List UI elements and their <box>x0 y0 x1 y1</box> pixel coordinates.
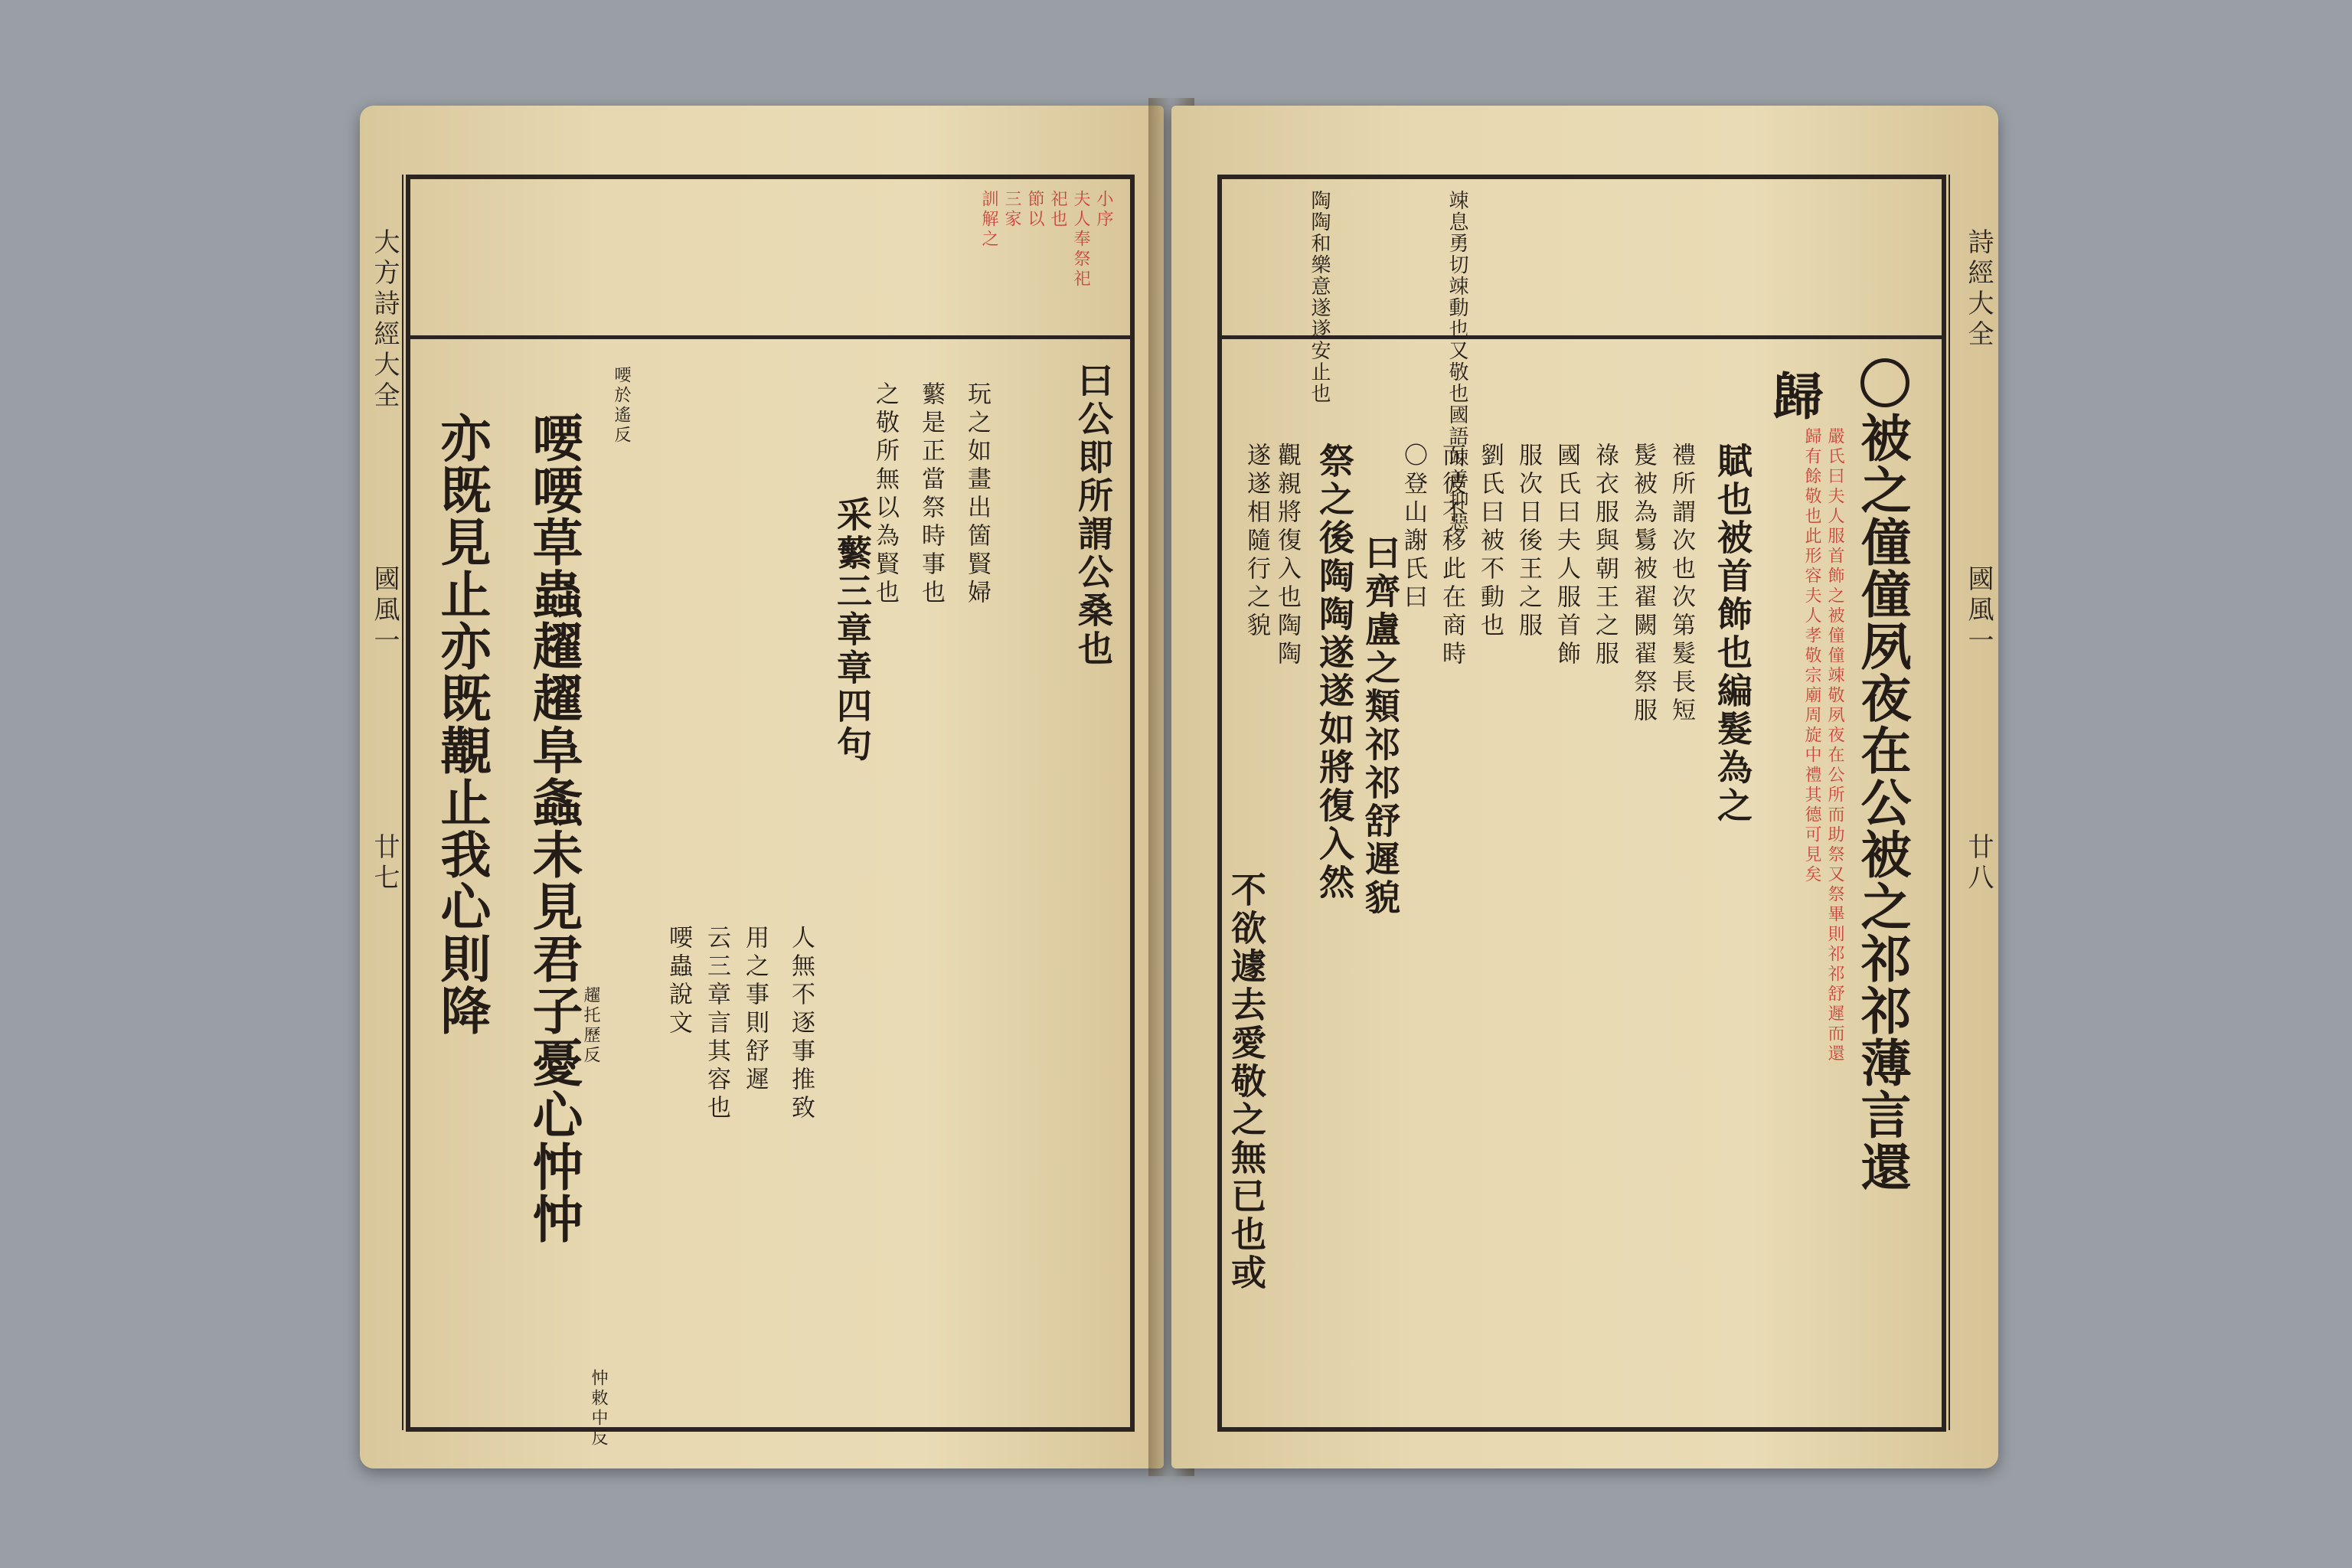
right-commentary-14: 不欲遽去愛敬之無已也或 <box>1226 871 1267 1292</box>
right-commentary-4: 祿衣服與朝王之服 <box>1591 443 1619 669</box>
right-commentary-8: 而彼不移此在商時 <box>1438 443 1465 669</box>
left-small-note-1: 喓於遙反 <box>612 366 631 446</box>
left-commentary-1: 曰公即所謂公桑也 <box>1073 362 1114 668</box>
left-main-verse-2: 亦既見止亦既覯止我心則降 <box>432 412 492 1037</box>
left-commentary-4: 蘩是正當祭時事也 <box>917 381 945 608</box>
right-commentary-10: 曰齊盧之類祁祁舒遲貌 <box>1360 534 1401 917</box>
right-header-note-2: 陶陶和樂意遂遂安止也 <box>1308 190 1331 404</box>
left-header-note-3: 祀也 <box>1048 190 1067 230</box>
left-commentary-2: 采蘩三章章四句 <box>831 496 873 764</box>
verse-start-circle <box>1860 358 1909 407</box>
left-margin-title: 大方詩經大全 <box>369 228 400 412</box>
right-commentary-12: 觀親將復入也陶陶 <box>1273 443 1301 669</box>
right-commentary-3: 髲被為鬄被翟闕翟祭服 <box>1629 443 1657 726</box>
left-header-note-4: 節以 <box>1025 190 1044 230</box>
right-margin-folio: 廿八 <box>1963 833 1994 894</box>
left-commentary-9: 喓蟲說文 <box>665 925 692 1038</box>
right-commentary-9: 〇登山謝氏曰 <box>1400 443 1427 612</box>
left-header-note-2: 夫人奉祭祀 <box>1071 190 1090 289</box>
left-main-verse-1: 喓喓草蟲趯趯阜螽未見君子憂心忡忡 <box>524 412 583 1245</box>
right-commentary-11: 祭之後陶陶遂遂如將復入然 <box>1314 443 1355 902</box>
left-commentary-8: 云三章言其容也 <box>703 925 730 1123</box>
left-commentary-3: 之敬所無以為賢也 <box>871 381 899 608</box>
left-commentary-5: 玩之如畫出箇賢婦 <box>963 381 991 608</box>
right-commentary-7: 劉氏曰被不動也 <box>1476 443 1504 641</box>
left-small-note-3: 忡敕中反 <box>589 1369 608 1449</box>
left-margin-section: 國風一 <box>369 565 400 657</box>
right-commentary-1: 賦也被首飾也編髮為之 <box>1712 443 1753 825</box>
open-book <box>360 90 2006 1484</box>
right-commentary-2: 禮所謂次也次第髮長短 <box>1668 443 1695 726</box>
right-commentary-6: 服次日後王之服 <box>1514 443 1542 641</box>
left-header-note-5: 三家 <box>1002 190 1021 230</box>
left-margin-folio: 廿七 <box>369 833 400 894</box>
left-header-note-1: 小序 <box>1094 190 1113 230</box>
right-red-note-2: 歸有餘敬也此形容夫人孝敬宗廟周旋中禮其德可見矣 <box>1802 427 1821 885</box>
left-header-note-6: 訓解之 <box>979 190 998 250</box>
right-margin-rule <box>1949 175 1950 1430</box>
right-header-note-1: 竦息勇切竦動也又敬也國語竦善抑惡 <box>1446 190 1468 533</box>
left-small-note-2: 趯托歷反 <box>581 986 600 1066</box>
right-red-note-1: 嚴氏曰夫人服首飾之被僮僮竦敬夙夜在公所而助祭又祭畢則祁祁舒遲而還 <box>1825 427 1844 1064</box>
right-main-verse-1: 被之僮僮夙夜在公被之祁祁薄言還 <box>1852 412 1912 1193</box>
right-commentary-13: 遂遂相隨行之貌 <box>1243 443 1270 641</box>
right-commentary-5: 國氏曰夫人服首飾 <box>1553 443 1580 669</box>
left-commentary-6: 人無不逐事推致 <box>787 925 815 1123</box>
left-page-border <box>406 175 1135 1432</box>
left-page <box>360 106 1164 1468</box>
left-commentary-7: 用之事則舒遲 <box>741 925 769 1095</box>
right-page <box>1171 106 1998 1468</box>
right-margin-title: 詩經大全 <box>1963 228 1994 351</box>
left-header-rule <box>406 335 1130 339</box>
right-margin-section: 國風一 <box>1963 565 1994 657</box>
right-main-verse-2: 歸 <box>1764 370 1824 422</box>
